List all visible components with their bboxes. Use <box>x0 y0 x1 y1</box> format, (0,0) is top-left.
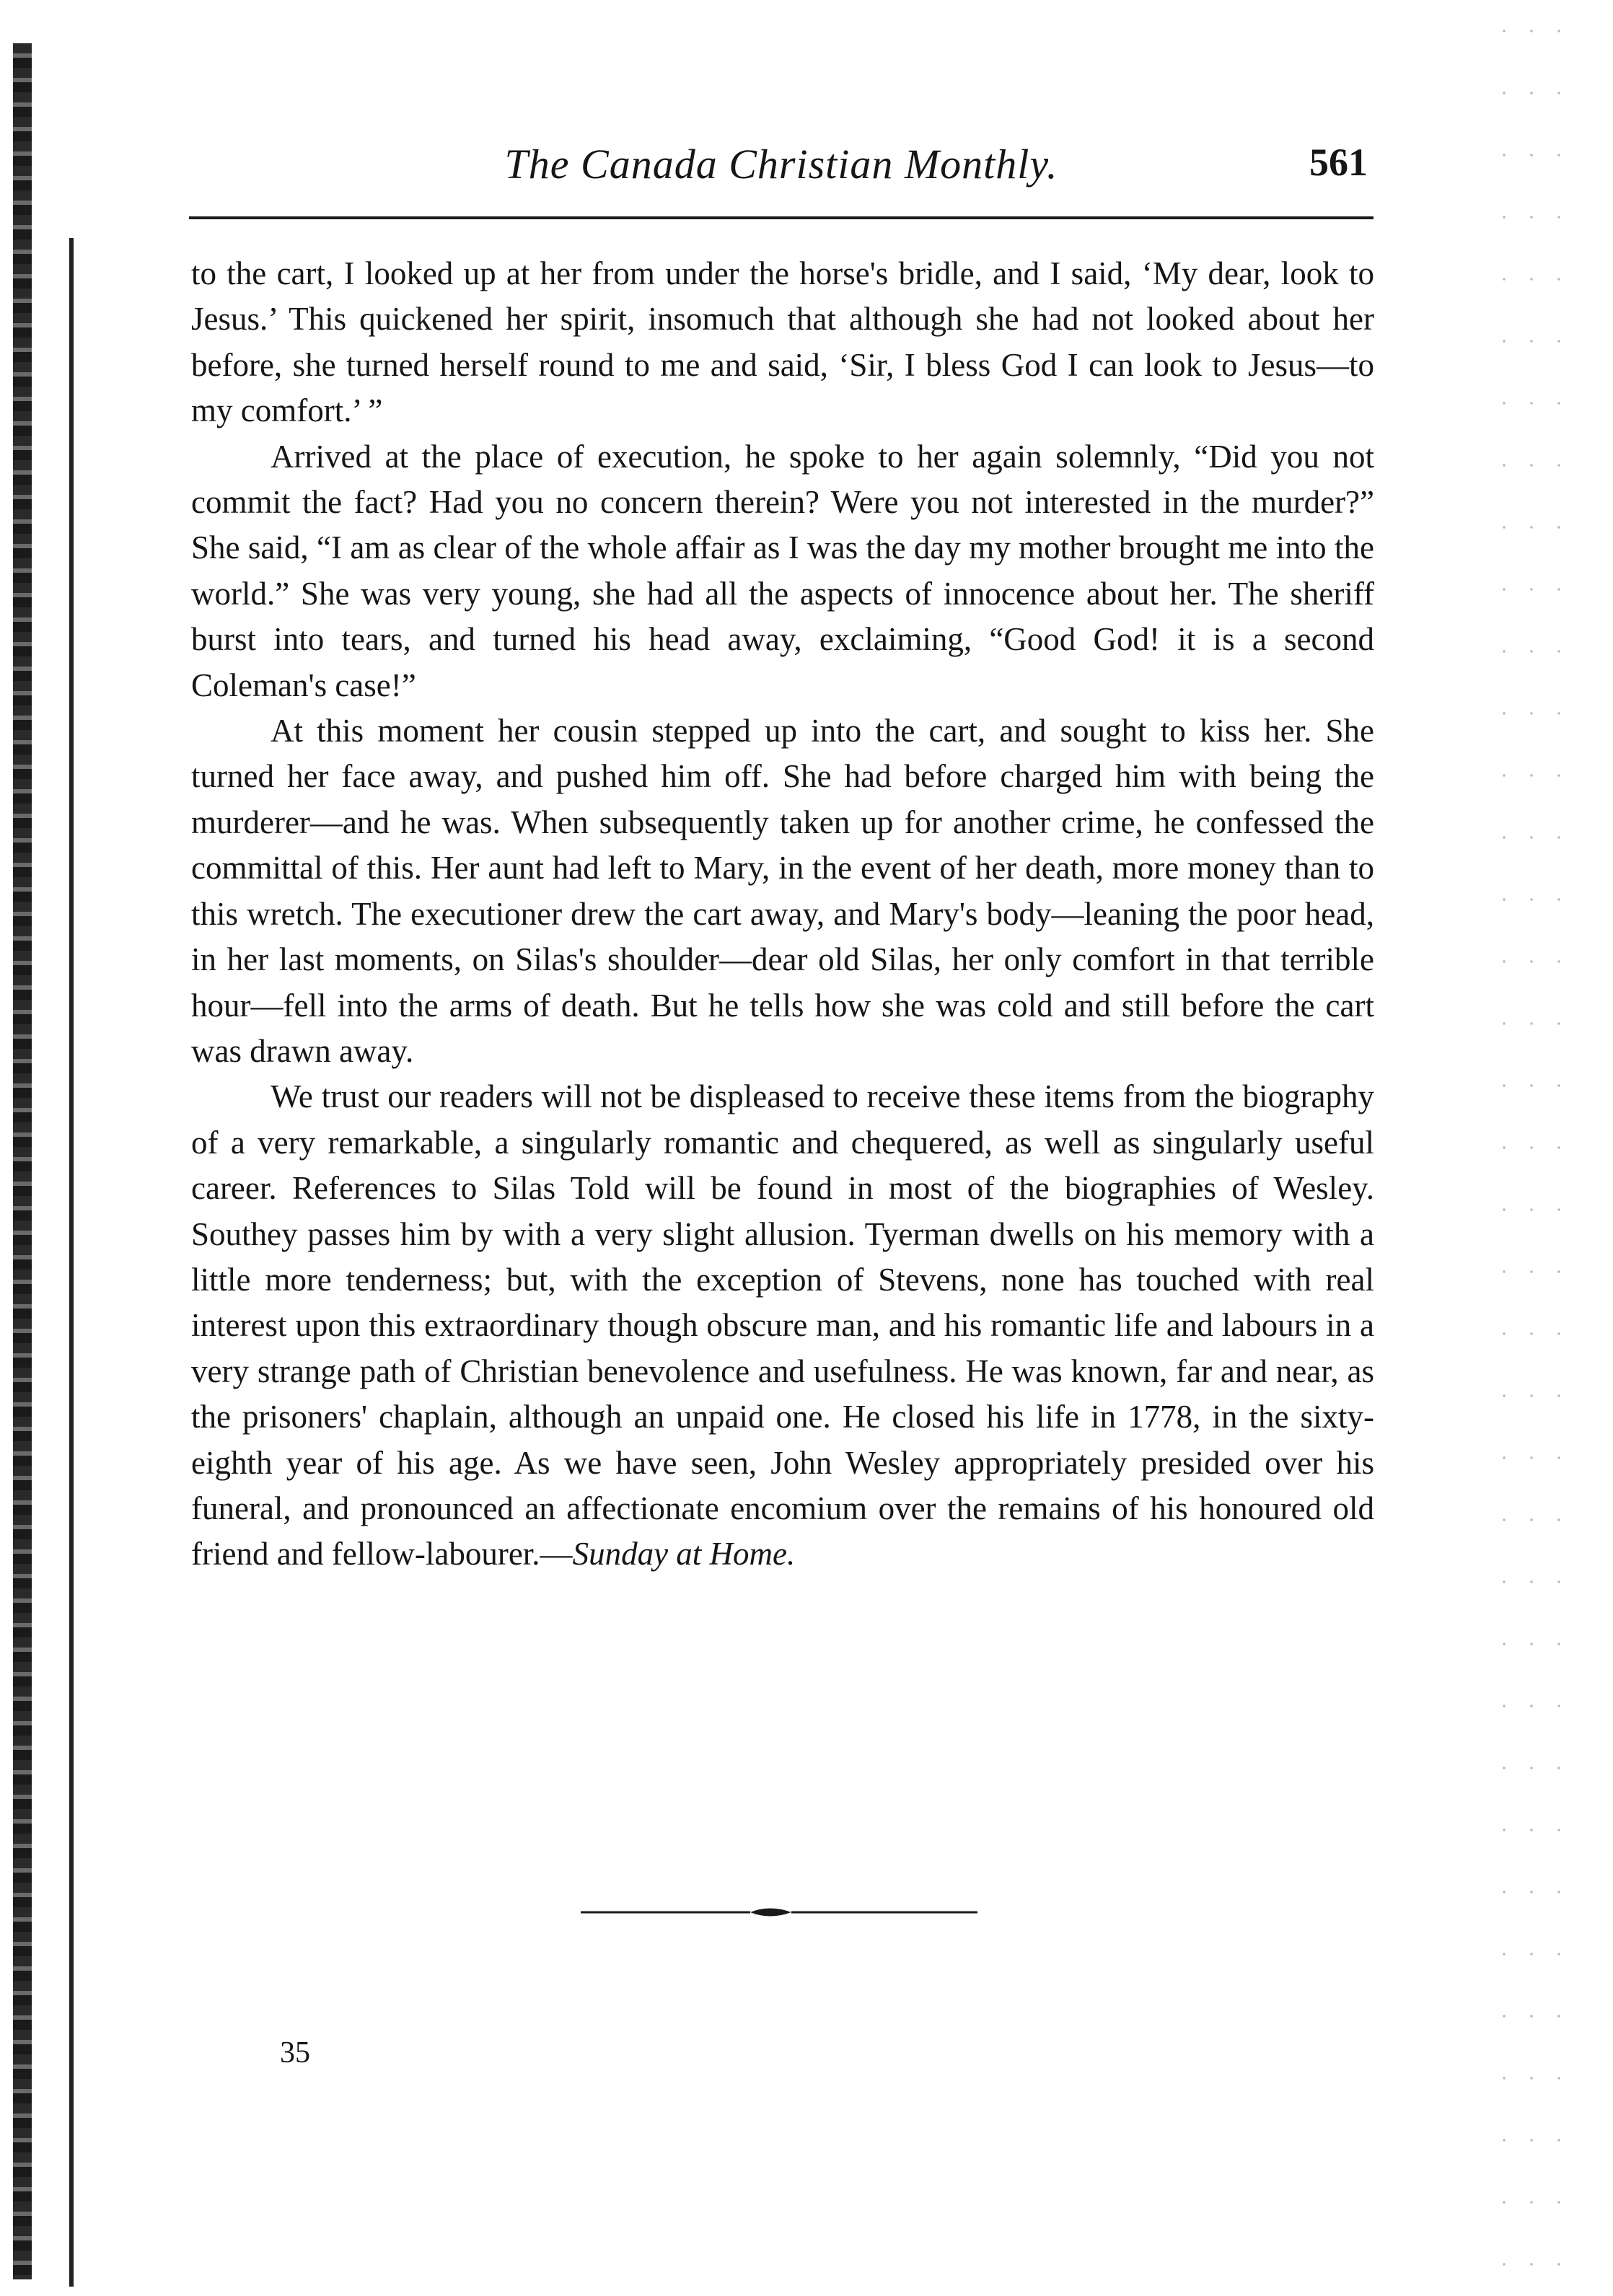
ornament-center <box>750 1909 791 1917</box>
paragraph <box>191 1074 1374 1577</box>
article-body <box>191 251 1374 1578</box>
paragraph: to the cart, I looked up at her from under the horse's bridle, and I said, ‘My dear, look to Jesus.’ This quickened her spirit, insomuch that although she had not looked about her before, she turned herself round to me and said, ‘Sir, I bless God I can look to Jesus—to my comfort.’ ” <box>191 255 1374 429</box>
section-ornament <box>581 1901 977 1923</box>
source-credit: Sunday at Home. <box>572 1536 796 1573</box>
paragraph: At this moment her cousin stepped up into the cart, and sought to kiss her. She turned her face away, and pushed him off. She had before charged him with being the murderer—and he was. When subsequently taken up for another crime, he confessed the committal of this. Her aunt had left to Mary, in the event of her death, more money than to this wretch. The executioner drew the cart away, and Mary's body—leaning the poor head, in her last moments, on Silas's shoulder—dear old Silas, her only comfort in that terrible hour—fell into the arms of death. But he tells how she was cold and still before the cart was drawn away. <box>191 713 1374 1069</box>
running-title: The Canada Christian Monthly. <box>504 141 1058 188</box>
binding-edge <box>13 43 32 2279</box>
binding-line <box>69 238 74 2287</box>
page-header <box>189 136 1374 215</box>
paragraph: Arrived at the place of execution, he spoke to her again solemnly, “Did you not commit the fact? Had you no concern therein? Were you not interested in the murder?” She said, “I am as clear of the whole affair as I was the day my mother brought me into the world.” She was very young, she had all the aspects of innocence about her. The sheriff burst into tears, and turned his head away, exclaiming, “Good God! it is a second Coleman's case!” <box>191 438 1374 703</box>
page-edge-specks <box>1490 0 1584 2296</box>
header-rule <box>189 216 1374 219</box>
page-number: 561 <box>1309 141 1368 184</box>
signature-mark: 35 <box>280 2036 310 2070</box>
paragraph-text: We trust our readers will not be displeased to receive these items from the biography of a very remarkable, a singularly romantic and chequered, as well as singularly useful career. References to Silas Told will be found in most of the biographies of Wesley. Southey passes him by with a very slight allusion. Tyerman dwells on his memory with a little more tenderness; but, with the exception of Stevens, none has touched with real interest upon this extraordinary though obscure man, and his romantic life and labours in a very strange path of Christian benevolence and usefulness. He was known, far and near, as the prisoners' chaplain, although an unpaid one. He closed his life in 1778, in the sixty-eighth year of his age. As we have seen, John Wesley appropriately presided over his funeral, and pronounced an affectionate encomium over the remains of his honoured old friend and fellow-labourer.— <box>191 1078 1374 1573</box>
